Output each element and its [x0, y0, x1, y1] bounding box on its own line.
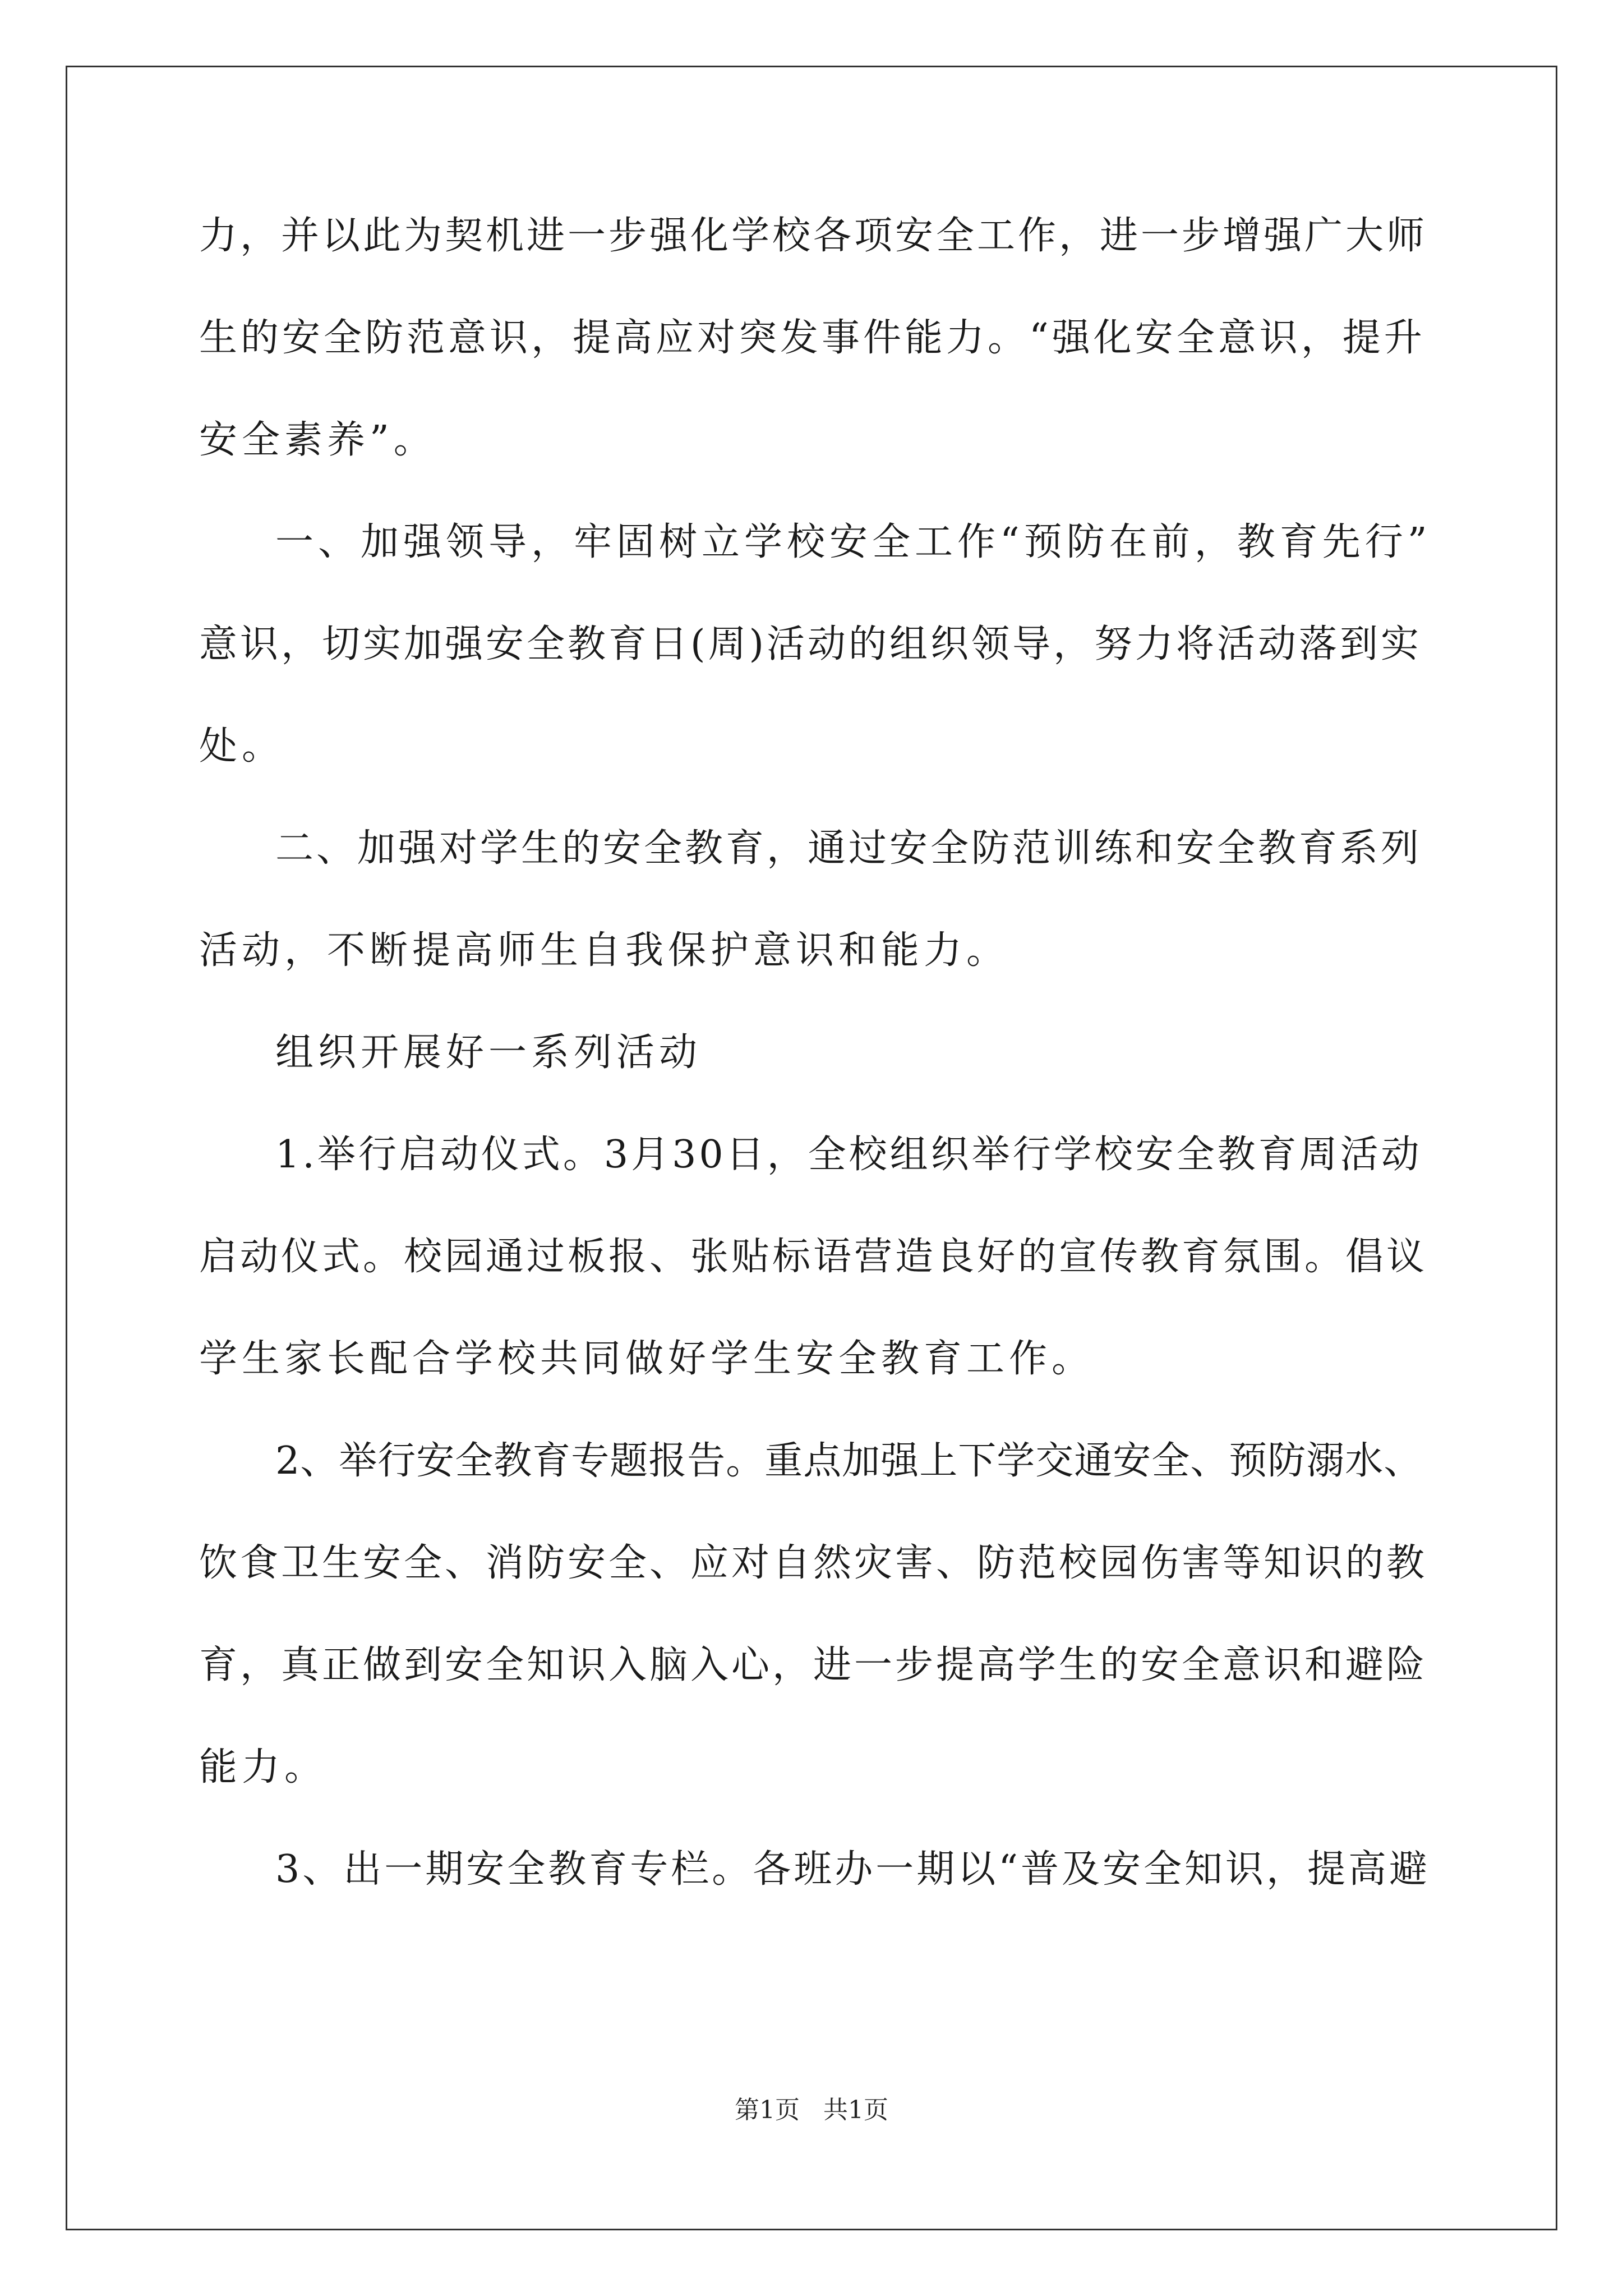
body-line: 意识，切实加强安全教育日(周)活动的组织领导，努力将活动落到实 [199, 622, 1422, 666]
body-line: 安全素养”。 [199, 418, 436, 462]
paragraph-first-line: 1.举行启动仪式。3月30日，全校组织举行学校安全教育周活动 [275, 1133, 1422, 1177]
body-line: 育，真正做到安全知识入脑入心，进一步提高学生的安全意识和避险 [199, 1643, 1428, 1687]
body-line: 生的安全防范意识，提高应对突发事件能力。“强化安全意识，提升 [199, 316, 1426, 360]
paragraph-first-line: 一、加强领导，牢固树立学校安全工作“预防在前，教育先行” [275, 520, 1432, 564]
body-line: 启动仪式。校园通过板报、张贴标语营造良好的宣传教育氛围。倡议 [199, 1235, 1428, 1279]
body-line: 处。 [199, 724, 285, 769]
paragraph-first-line: 2、举行安全教育专题报告。重点加强上下学交通安全、预防溺水、 [275, 1439, 1423, 1483]
paragraph-first-line: 二、加强对学生的安全教育，通过安全防范训练和安全教育系列 [275, 826, 1422, 871]
paragraph-first-line: 3、出一期安全教育专栏。各班办一期以“普及安全知识，提高避 [275, 1847, 1431, 1892]
page-number-footer: 第1页 共1页 [735, 2096, 888, 2124]
body-line: 力，并以此为契机进一步强化学校各项安全工作，进一步增强广大师 [199, 214, 1428, 258]
body-line: 能力。 [199, 1745, 328, 1789]
section-heading: 组织开展好一系列活动 [275, 1030, 702, 1075]
body-line: 学生家长配合学校共同做好学生安全教育工作。 [199, 1337, 1095, 1381]
body-line: 饮食卫生安全、消防安全、应对自然灾害、防范校园伤害等知识的教 [199, 1541, 1428, 1585]
body-line: 活动，不断提高师生自我保护意识和能力。 [199, 928, 1009, 973]
